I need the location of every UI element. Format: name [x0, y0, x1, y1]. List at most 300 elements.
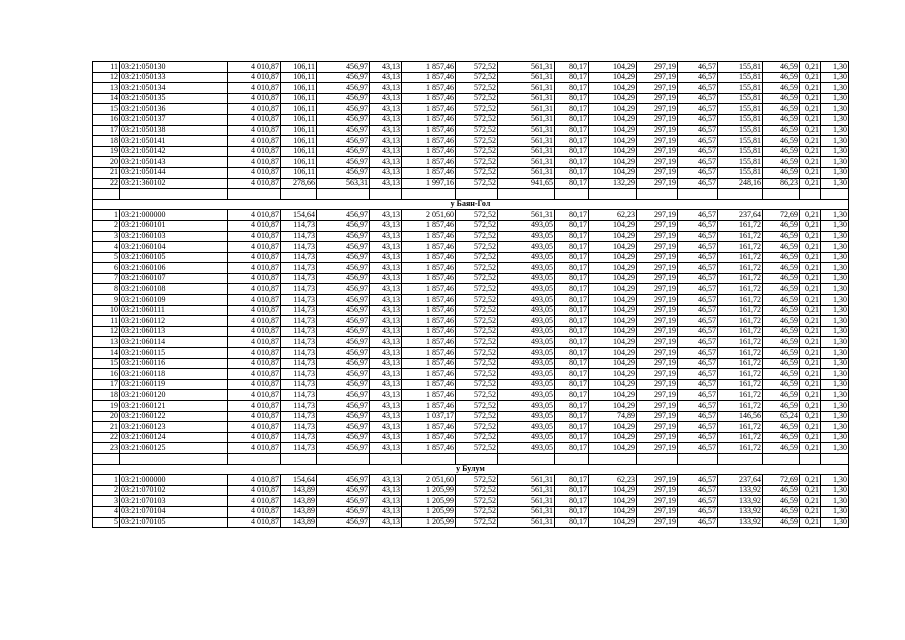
- value-cell: 1,30: [821, 411, 849, 422]
- value-cell: 43,13: [370, 284, 402, 295]
- value-cell: 114,73: [281, 295, 317, 306]
- value-cell: 456,97: [317, 475, 370, 486]
- value-cell: 0,21: [800, 231, 821, 242]
- value-cell: 297,19: [637, 517, 678, 528]
- row-number-cell: 10: [93, 305, 120, 316]
- value-cell: 133,92: [718, 485, 763, 496]
- value-cell: 46,59: [763, 72, 800, 83]
- value-cell: 572,52: [456, 485, 498, 496]
- row-number-cell: 11: [93, 62, 120, 73]
- value-cell: 572,52: [456, 231, 498, 242]
- value-cell: 4 010,87: [228, 348, 281, 359]
- value-cell: 1,30: [821, 220, 849, 231]
- value-cell: 1,30: [821, 284, 849, 295]
- row-number-cell: 20: [93, 157, 120, 168]
- cadastral-code-cell: 03:21:060115: [120, 348, 228, 359]
- value-cell: 0,21: [800, 432, 821, 443]
- value-cell: 572,52: [456, 379, 498, 390]
- empty-cell: [821, 453, 849, 464]
- table-row: [93, 326, 849, 337]
- cadastral-code-cell: 03:21:050144: [120, 167, 228, 178]
- value-cell: 0,21: [800, 242, 821, 253]
- row-number-cell: 12: [93, 326, 120, 337]
- value-cell: 46,59: [763, 146, 800, 157]
- value-cell: 46,59: [763, 114, 800, 125]
- value-cell: 80,17: [555, 432, 589, 443]
- value-cell: 4 010,87: [228, 443, 281, 454]
- value-cell: 0,21: [800, 83, 821, 94]
- value-cell: 143,89: [281, 517, 317, 528]
- value-cell: 0,21: [800, 379, 821, 390]
- cadastral-code-cell: 03:21:060107: [120, 273, 228, 284]
- value-cell: 493,05: [498, 390, 555, 401]
- value-cell: 456,97: [317, 93, 370, 104]
- value-cell: 43,13: [370, 517, 402, 528]
- value-cell: 43,13: [370, 136, 402, 147]
- value-cell: 456,97: [317, 506, 370, 517]
- value-cell: 456,97: [317, 167, 370, 178]
- cadastral-code-cell: 03:21:060111: [120, 305, 228, 316]
- value-cell: 46,59: [763, 62, 800, 73]
- value-cell: 2 051,60: [402, 210, 456, 221]
- value-cell: 1 857,46: [402, 337, 456, 348]
- value-cell: 4 010,87: [228, 422, 281, 433]
- value-cell: 493,05: [498, 231, 555, 242]
- value-cell: 0,21: [800, 210, 821, 221]
- value-cell: 456,97: [317, 146, 370, 157]
- value-cell: 4 010,87: [228, 379, 281, 390]
- table-row: [93, 443, 849, 454]
- cadastral-code-cell: 03:21:000000: [120, 210, 228, 221]
- value-cell: 46,59: [763, 506, 800, 517]
- value-cell: 104,29: [589, 104, 637, 115]
- value-cell: 80,17: [555, 273, 589, 284]
- empty-cell: [93, 453, 120, 464]
- value-cell: 80,17: [555, 401, 589, 412]
- value-cell: 114,73: [281, 252, 317, 263]
- value-cell: 1 857,46: [402, 401, 456, 412]
- value-cell: 1 205,99: [402, 517, 456, 528]
- value-cell: 80,17: [555, 305, 589, 316]
- value-cell: 104,29: [589, 443, 637, 454]
- cadastral-code-cell: 03:21:060112: [120, 316, 228, 327]
- value-cell: 46,57: [678, 432, 718, 443]
- value-cell: 43,13: [370, 401, 402, 412]
- value-cell: 572,52: [456, 136, 498, 147]
- value-cell: 561,31: [498, 125, 555, 136]
- value-cell: 46,59: [763, 273, 800, 284]
- value-cell: 1 205,99: [402, 506, 456, 517]
- value-cell: 0,21: [800, 390, 821, 401]
- value-cell: 46,59: [763, 316, 800, 327]
- value-cell: 62,23: [589, 475, 637, 486]
- table-row: [93, 506, 849, 517]
- value-cell: 46,57: [678, 475, 718, 486]
- value-cell: 0,21: [800, 485, 821, 496]
- value-cell: 114,73: [281, 358, 317, 369]
- value-cell: 104,29: [589, 136, 637, 147]
- value-cell: 161,72: [718, 295, 763, 306]
- value-cell: 133,92: [718, 517, 763, 528]
- value-cell: 161,72: [718, 220, 763, 231]
- value-cell: 155,81: [718, 104, 763, 115]
- value-cell: 493,05: [498, 284, 555, 295]
- value-cell: 4 010,87: [228, 178, 281, 189]
- value-cell: 155,81: [718, 157, 763, 168]
- row-number-cell: 14: [93, 93, 120, 104]
- value-cell: 456,97: [317, 252, 370, 263]
- value-cell: 46,57: [678, 136, 718, 147]
- value-cell: 297,19: [637, 358, 678, 369]
- value-cell: 1 857,46: [402, 252, 456, 263]
- value-cell: 561,31: [498, 475, 555, 486]
- value-cell: 1 857,46: [402, 83, 456, 94]
- value-cell: 155,81: [718, 72, 763, 83]
- value-cell: 1,30: [821, 390, 849, 401]
- value-cell: 237,64: [718, 210, 763, 221]
- value-cell: 46,57: [678, 157, 718, 168]
- value-cell: 1 857,46: [402, 432, 456, 443]
- value-cell: 104,29: [589, 72, 637, 83]
- value-cell: 43,13: [370, 348, 402, 359]
- value-cell: 561,31: [498, 485, 555, 496]
- value-cell: 46,57: [678, 506, 718, 517]
- value-cell: 46,59: [763, 220, 800, 231]
- value-cell: 4 010,87: [228, 401, 281, 412]
- value-cell: 1,30: [821, 485, 849, 496]
- value-cell: 80,17: [555, 125, 589, 136]
- value-cell: 456,97: [317, 104, 370, 115]
- value-cell: 114,73: [281, 411, 317, 422]
- empty-cell: [120, 453, 228, 464]
- value-cell: 0,21: [800, 305, 821, 316]
- value-cell: 114,73: [281, 422, 317, 433]
- value-cell: 104,29: [589, 369, 637, 380]
- value-cell: 46,59: [763, 263, 800, 274]
- value-cell: 297,19: [637, 72, 678, 83]
- value-cell: 86,23: [763, 178, 800, 189]
- value-cell: 4 010,87: [228, 146, 281, 157]
- value-cell: 46,57: [678, 146, 718, 157]
- value-cell: 80,17: [555, 443, 589, 454]
- value-cell: 43,13: [370, 146, 402, 157]
- table-row: [93, 263, 849, 274]
- value-cell: 80,17: [555, 146, 589, 157]
- value-cell: 46,57: [678, 83, 718, 94]
- value-cell: 297,19: [637, 242, 678, 253]
- section-title: у Баян-Гол: [93, 199, 849, 210]
- value-cell: 104,29: [589, 379, 637, 390]
- empty-cell: [402, 189, 456, 200]
- value-cell: 1,30: [821, 136, 849, 147]
- table-row: [93, 72, 849, 83]
- section-title: у Булум: [93, 464, 849, 475]
- value-cell: 114,73: [281, 443, 317, 454]
- value-cell: 46,59: [763, 295, 800, 306]
- table-row: [93, 220, 849, 231]
- value-cell: 114,73: [281, 316, 317, 327]
- value-cell: 1 857,46: [402, 114, 456, 125]
- value-cell: 74,89: [589, 411, 637, 422]
- value-cell: 161,72: [718, 379, 763, 390]
- value-cell: 154,64: [281, 475, 317, 486]
- value-cell: 561,31: [498, 506, 555, 517]
- value-cell: 0,21: [800, 136, 821, 147]
- value-cell: 1,30: [821, 178, 849, 189]
- value-cell: 1,30: [821, 104, 849, 115]
- value-cell: 46,59: [763, 157, 800, 168]
- value-cell: 0,21: [800, 506, 821, 517]
- table-row: [93, 358, 849, 369]
- value-cell: 114,73: [281, 263, 317, 274]
- row-number-cell: 5: [93, 252, 120, 263]
- value-cell: 46,59: [763, 305, 800, 316]
- row-number-cell: 18: [93, 390, 120, 401]
- value-cell: 493,05: [498, 273, 555, 284]
- cadastral-code-cell: 03:21:060105: [120, 252, 228, 263]
- value-cell: 46,57: [678, 284, 718, 295]
- value-cell: 46,59: [763, 93, 800, 104]
- table-row: [93, 390, 849, 401]
- table-row: [93, 210, 849, 221]
- value-cell: 104,29: [589, 485, 637, 496]
- value-cell: 297,19: [637, 379, 678, 390]
- value-cell: 0,21: [800, 411, 821, 422]
- value-cell: 104,29: [589, 167, 637, 178]
- value-cell: 46,57: [678, 114, 718, 125]
- value-cell: 43,13: [370, 390, 402, 401]
- value-cell: 43,13: [370, 252, 402, 263]
- value-cell: 133,92: [718, 496, 763, 507]
- value-cell: 456,97: [317, 422, 370, 433]
- cadastral-code-cell: 03:21:060106: [120, 263, 228, 274]
- value-cell: 297,19: [637, 62, 678, 73]
- value-cell: 80,17: [555, 231, 589, 242]
- value-cell: 1,30: [821, 401, 849, 412]
- value-cell: 456,97: [317, 231, 370, 242]
- row-number-cell: 16: [93, 369, 120, 380]
- value-cell: 0,21: [800, 125, 821, 136]
- value-cell: 1 205,99: [402, 496, 456, 507]
- value-cell: 46,59: [763, 167, 800, 178]
- value-cell: 4 010,87: [228, 316, 281, 327]
- empty-cell: [763, 453, 800, 464]
- value-cell: 106,11: [281, 93, 317, 104]
- value-cell: 4 010,87: [228, 485, 281, 496]
- table-row: [93, 178, 849, 189]
- value-cell: 43,13: [370, 443, 402, 454]
- row-number-cell: 12: [93, 72, 120, 83]
- row-number-cell: 18: [93, 136, 120, 147]
- value-cell: 572,52: [456, 369, 498, 380]
- value-cell: 104,29: [589, 62, 637, 73]
- value-cell: 161,72: [718, 231, 763, 242]
- value-cell: 297,19: [637, 167, 678, 178]
- value-cell: 161,72: [718, 432, 763, 443]
- value-cell: 297,19: [637, 496, 678, 507]
- value-cell: 0,21: [800, 273, 821, 284]
- cadastral-code-cell: 03:21:060109: [120, 295, 228, 306]
- value-cell: 493,05: [498, 432, 555, 443]
- value-cell: 43,13: [370, 210, 402, 221]
- value-cell: 1,30: [821, 337, 849, 348]
- value-cell: 46,59: [763, 401, 800, 412]
- value-cell: 572,52: [456, 337, 498, 348]
- row-number-cell: 14: [93, 348, 120, 359]
- row-number-cell: 23: [93, 443, 120, 454]
- value-cell: 46,57: [678, 401, 718, 412]
- value-cell: 456,97: [317, 136, 370, 147]
- cadastral-code-cell: 03:21:050134: [120, 83, 228, 94]
- value-cell: 561,31: [498, 146, 555, 157]
- empty-cell: [821, 189, 849, 200]
- empty-cell: [718, 189, 763, 200]
- table-row: [93, 401, 849, 412]
- value-cell: 46,57: [678, 348, 718, 359]
- value-cell: 0,21: [800, 496, 821, 507]
- value-cell: 1 857,46: [402, 273, 456, 284]
- value-cell: 114,73: [281, 305, 317, 316]
- value-cell: 80,17: [555, 496, 589, 507]
- value-cell: 561,31: [498, 496, 555, 507]
- value-cell: 561,31: [498, 210, 555, 221]
- table-row: [93, 411, 849, 422]
- value-cell: 297,19: [637, 125, 678, 136]
- row-number-cell: 3: [93, 496, 120, 507]
- value-cell: 297,19: [637, 443, 678, 454]
- value-cell: 561,31: [498, 83, 555, 94]
- table-row: [93, 146, 849, 157]
- value-cell: 561,31: [498, 104, 555, 115]
- value-cell: 43,13: [370, 411, 402, 422]
- empty-cell: [589, 189, 637, 200]
- cadastral-code-cell: 03:21:050143: [120, 157, 228, 168]
- value-cell: 1,30: [821, 231, 849, 242]
- value-cell: 1,30: [821, 273, 849, 284]
- value-cell: 1,30: [821, 443, 849, 454]
- value-cell: 43,13: [370, 326, 402, 337]
- value-cell: 297,19: [637, 432, 678, 443]
- value-cell: 1,30: [821, 62, 849, 73]
- value-cell: 46,57: [678, 72, 718, 83]
- value-cell: 104,29: [589, 337, 637, 348]
- value-cell: 561,31: [498, 72, 555, 83]
- table-row: [93, 422, 849, 433]
- value-cell: 1 857,46: [402, 104, 456, 115]
- value-cell: 4 010,87: [228, 295, 281, 306]
- value-cell: 4 010,87: [228, 305, 281, 316]
- value-cell: 1,30: [821, 167, 849, 178]
- value-cell: 46,59: [763, 104, 800, 115]
- value-cell: 456,97: [317, 348, 370, 359]
- value-cell: 161,72: [718, 242, 763, 253]
- value-cell: 161,72: [718, 348, 763, 359]
- empty-cell: [589, 453, 637, 464]
- value-cell: 114,73: [281, 379, 317, 390]
- row-number-cell: 8: [93, 284, 120, 295]
- value-cell: 4 010,87: [228, 411, 281, 422]
- value-cell: 4 010,87: [228, 157, 281, 168]
- cadastral-code-cell: 03:21:050135: [120, 93, 228, 104]
- value-cell: 1 205,99: [402, 485, 456, 496]
- value-cell: 46,57: [678, 210, 718, 221]
- value-cell: 143,89: [281, 485, 317, 496]
- value-cell: 456,97: [317, 390, 370, 401]
- value-cell: 0,21: [800, 284, 821, 295]
- value-cell: 161,72: [718, 263, 763, 274]
- value-cell: 46,57: [678, 390, 718, 401]
- value-cell: 46,59: [763, 496, 800, 507]
- value-cell: 1 857,46: [402, 316, 456, 327]
- value-cell: 4 010,87: [228, 72, 281, 83]
- value-cell: 161,72: [718, 401, 763, 412]
- value-cell: 133,92: [718, 506, 763, 517]
- value-cell: 297,19: [637, 114, 678, 125]
- value-cell: 43,13: [370, 369, 402, 380]
- value-cell: 106,11: [281, 136, 317, 147]
- value-cell: 43,13: [370, 167, 402, 178]
- value-cell: 297,19: [637, 83, 678, 94]
- value-cell: 297,19: [637, 305, 678, 316]
- value-cell: 0,21: [800, 263, 821, 274]
- row-number-cell: 21: [93, 167, 120, 178]
- value-cell: 493,05: [498, 242, 555, 253]
- value-cell: 114,73: [281, 337, 317, 348]
- row-number-cell: 1: [93, 210, 120, 221]
- cadastral-code-cell: 03:21:060113: [120, 326, 228, 337]
- row-number-cell: 17: [93, 125, 120, 136]
- value-cell: 297,19: [637, 390, 678, 401]
- value-cell: 493,05: [498, 337, 555, 348]
- value-cell: 1 857,46: [402, 348, 456, 359]
- value-cell: 43,13: [370, 114, 402, 125]
- table-row: [93, 316, 849, 327]
- value-cell: 80,17: [555, 220, 589, 231]
- cadastral-code-cell: 03:21:050137: [120, 114, 228, 125]
- value-cell: 46,57: [678, 231, 718, 242]
- cadastral-code-cell: 03:21:060125: [120, 443, 228, 454]
- value-cell: 43,13: [370, 358, 402, 369]
- value-cell: 1,30: [821, 316, 849, 327]
- value-cell: 493,05: [498, 369, 555, 380]
- value-cell: 456,97: [317, 114, 370, 125]
- value-cell: 46,57: [678, 220, 718, 231]
- value-cell: 104,29: [589, 242, 637, 253]
- value-cell: 106,11: [281, 62, 317, 73]
- value-cell: 297,19: [637, 220, 678, 231]
- table-row: [93, 83, 849, 94]
- table-row: [93, 273, 849, 284]
- cadastral-code-cell: 03:21:070103: [120, 496, 228, 507]
- value-cell: 493,05: [498, 252, 555, 263]
- value-cell: 456,97: [317, 125, 370, 136]
- empty-cell: [800, 189, 821, 200]
- value-cell: 456,97: [317, 358, 370, 369]
- value-cell: 80,17: [555, 358, 589, 369]
- value-cell: 46,59: [763, 422, 800, 433]
- cadastral-code-cell: 03:21:360102: [120, 178, 228, 189]
- cadastral-code-cell: 03:21:060122: [120, 411, 228, 422]
- value-cell: 297,19: [637, 252, 678, 263]
- value-cell: 0,21: [800, 62, 821, 73]
- value-cell: 456,97: [317, 220, 370, 231]
- row-number-cell: 6: [93, 263, 120, 274]
- table-row: [93, 93, 849, 104]
- value-cell: 43,13: [370, 93, 402, 104]
- value-cell: 4 010,87: [228, 496, 281, 507]
- value-cell: 161,72: [718, 326, 763, 337]
- value-cell: 43,13: [370, 432, 402, 443]
